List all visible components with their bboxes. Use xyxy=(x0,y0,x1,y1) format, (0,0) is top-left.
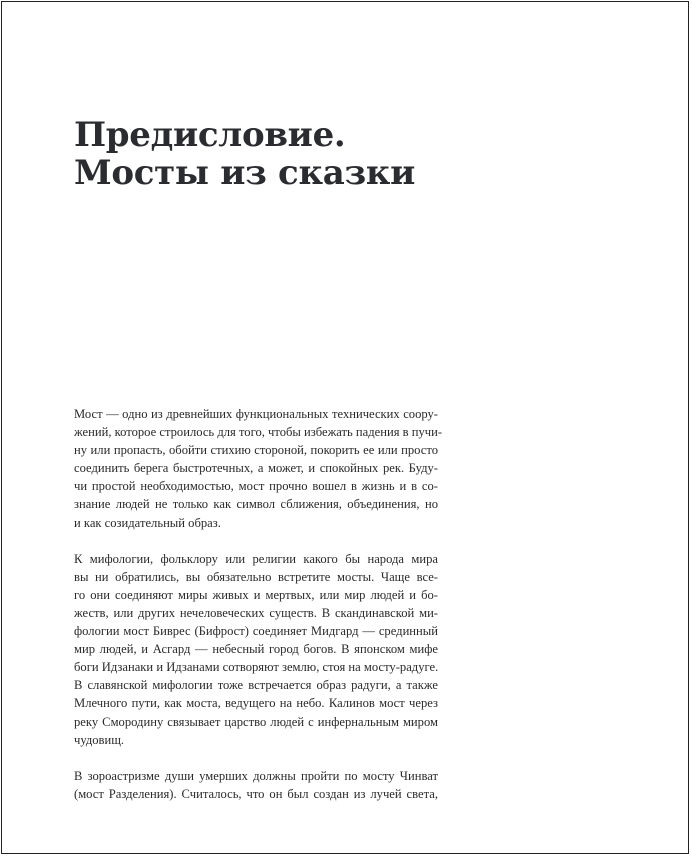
text-line: соединить берега быстротечных, а может, и спокойных рек. Буду- xyxy=(74,461,438,476)
book-page xyxy=(1,1,689,854)
paragraph-2 xyxy=(74,550,438,749)
text-line: боги Идзанаки и Идзанами сотворяют землю, стоя на мосту-радуге. xyxy=(74,660,439,675)
text-line: ну или пропасть, обойти стихию стороной, покорить ее или просто xyxy=(74,443,438,458)
text-line: мир людей, и Асгард — небесный город богов. В японском мифе xyxy=(74,642,438,657)
text-line: вы ни обратились, вы обязательно встретите мосты. Чаще все- xyxy=(74,569,438,584)
text-line: реку Смородину связывает царство людей с инфернальным миром xyxy=(74,714,438,729)
title-line-1: Предисловие. xyxy=(74,115,346,155)
text-line: (мост Разделения). Считалось, что он был создан из лучей света, xyxy=(74,786,438,801)
paragraph-3 xyxy=(74,767,438,803)
text-line: В славянской мифологии тоже встречается образ радуги, а также xyxy=(74,678,438,693)
text-line: знание людей не только как символ сближения, объединения, но xyxy=(74,497,438,512)
text-line: чудовищ. xyxy=(74,732,125,747)
text-line: Млечного пути, как моста, ведущего на небо. Калинов мост через xyxy=(74,696,438,711)
text-line: В зороастризме души умерших должны пройти по мосту Чинват xyxy=(74,768,438,783)
text-line: жеств, или других нечеловеческих существ. В скандинавской ми- xyxy=(74,605,438,620)
text-line: фологии мост Биврес (Бифрост) соединяет Мидгард — срединный xyxy=(74,624,438,639)
text-line: го они соединяют миры живых и мертвых, или мир людей и бо- xyxy=(74,587,438,602)
page-title xyxy=(74,116,415,192)
text-line: К мифологии, фольклору или религии какого бы народа мира xyxy=(74,551,438,566)
text-line: жений, которое строилось для того, чтобы избежать падения в пучи- xyxy=(74,425,443,440)
body-text xyxy=(74,405,443,821)
paragraph-1 xyxy=(74,405,443,532)
text-line: Мост — одно из древнейших функциональных технических соору- xyxy=(74,407,438,421)
text-line: чи простой необходимостью, мост прочно вошел в жизнь и в со- xyxy=(74,479,438,494)
text-line: и как созидательный образ. xyxy=(74,515,221,530)
title-line-2: Мосты из сказки xyxy=(74,153,416,193)
